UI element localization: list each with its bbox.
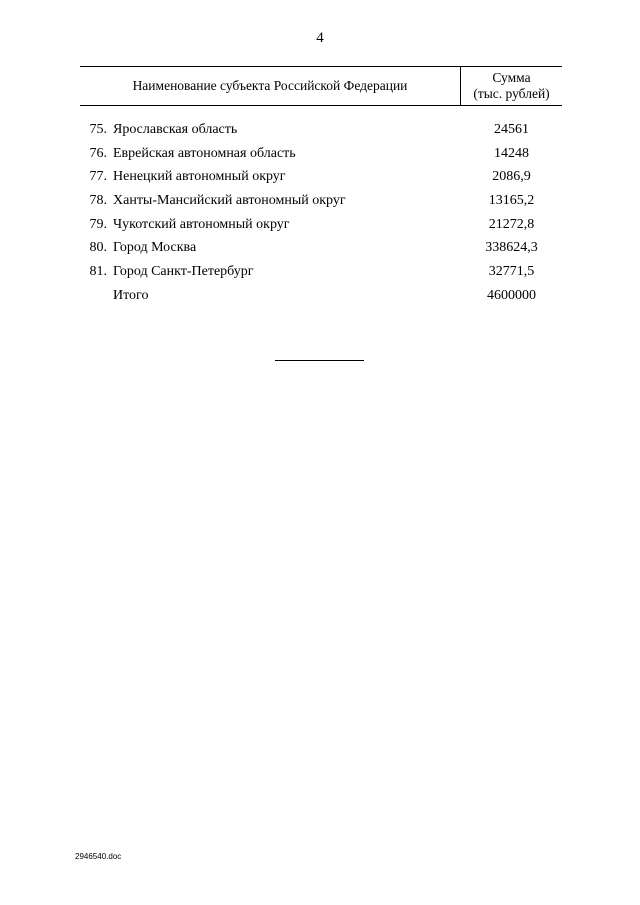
table-header	[80, 66, 562, 106]
column-header-amount-line1: Сумма	[492, 70, 531, 85]
row-region-name: Еврейская автономная область	[113, 145, 296, 161]
table-row	[80, 118, 562, 142]
row-amount: 338624,3	[485, 240, 538, 256]
row-region-name: Ханты-Мансийский автономный округ	[113, 193, 346, 209]
table-body	[80, 118, 562, 308]
row-region-name: Ярославская область	[113, 122, 238, 137]
table-total-row	[80, 284, 562, 308]
table-row	[80, 142, 562, 166]
row-amount: 24561	[494, 122, 529, 137]
table-row	[80, 260, 562, 284]
row-number: 76.	[89, 145, 107, 161]
row-amount: 2086,9	[492, 169, 531, 185]
end-separator-line	[275, 360, 364, 361]
table-row	[80, 213, 562, 237]
row-number: 79.	[89, 216, 107, 232]
row-number: 81.	[89, 264, 107, 280]
row-region-name: Ненецкий автономный округ	[113, 169, 286, 185]
row-region-name: Город Санкт-Петербург	[113, 264, 254, 280]
row-amount: 14248	[494, 145, 529, 161]
row-number: 75.	[89, 122, 107, 137]
row-amount: 13165,2	[488, 193, 535, 209]
total-amount: 4600000	[487, 287, 536, 303]
table-row	[80, 189, 562, 213]
row-number: 77.	[89, 169, 107, 185]
total-label: Итого	[113, 287, 149, 303]
row-number: 80.	[89, 240, 107, 256]
row-region-name: Город Москва	[113, 240, 197, 256]
table-row	[80, 165, 562, 189]
row-amount: 21272,8	[488, 216, 535, 232]
table-row	[80, 236, 562, 260]
document-code: 2946540.doc	[75, 852, 122, 861]
page-number: 4	[316, 30, 324, 46]
column-header-amount	[461, 67, 562, 105]
row-number: 78.	[89, 193, 107, 209]
row-region-name: Чукотский автономный округ	[113, 216, 290, 232]
column-header-amount-line2: (тыс. рублей)	[473, 86, 550, 101]
row-amount: 32771,5	[488, 264, 535, 280]
column-header-name: Наименование субъекта Российской Федерации	[132, 78, 408, 93]
